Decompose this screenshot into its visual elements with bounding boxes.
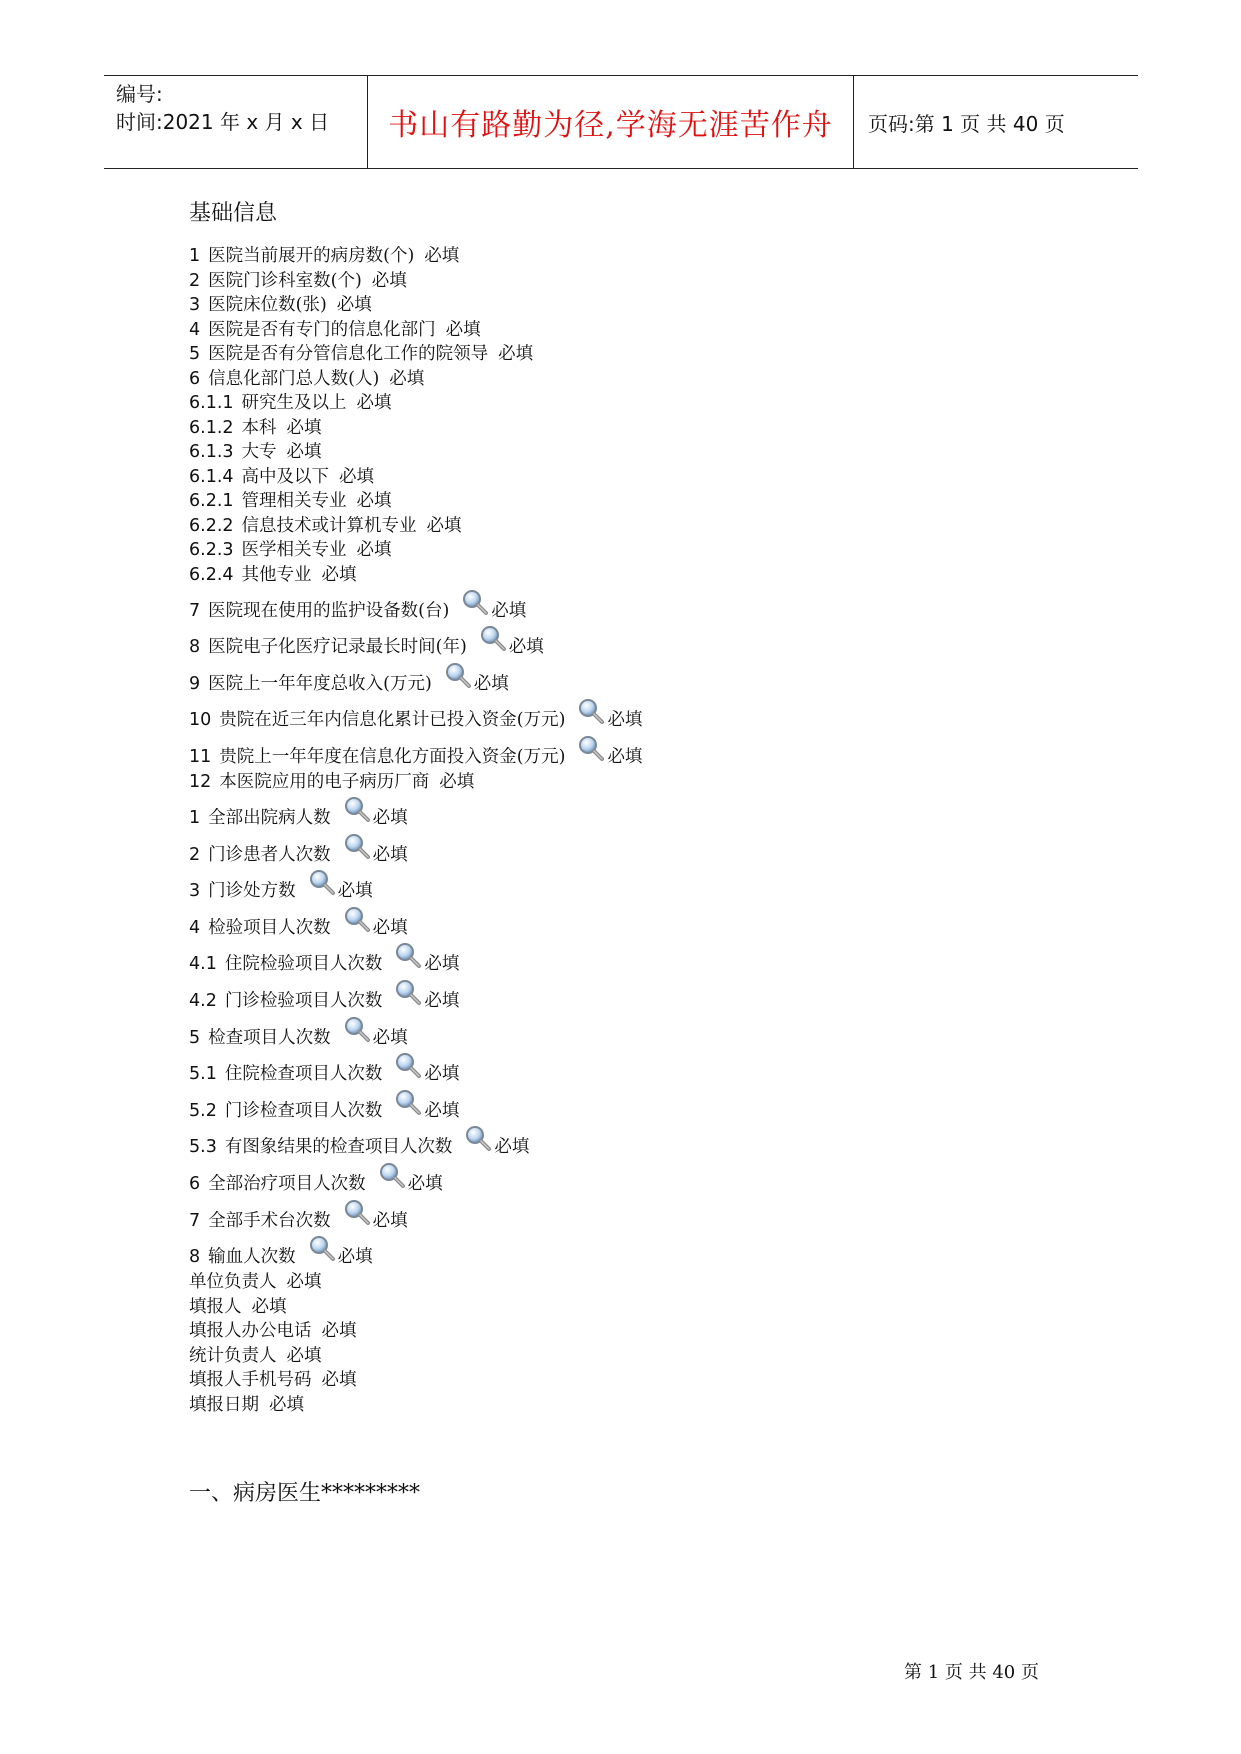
field-number: 8 xyxy=(189,637,201,658)
field-number: 6.2.1 xyxy=(189,491,234,511)
field-label: 贵院上一年年度在信息化方面投入资金(万元) xyxy=(219,746,566,767)
field-label: 医院是否有专门的信息化部门 xyxy=(208,319,436,340)
magnifier-icon[interactable] xyxy=(343,795,371,823)
field-row xyxy=(189,318,642,343)
field-label: 门诊患者人次数 xyxy=(208,844,331,865)
header-meta-cell xyxy=(104,76,368,168)
required-mark: 必填 xyxy=(372,808,408,829)
magnifier-icon[interactable] xyxy=(308,868,336,896)
field-number: 6.2.3 xyxy=(189,540,234,560)
magnifier-icon[interactable] xyxy=(394,1088,422,1116)
required-mark: 必填 xyxy=(321,1370,357,1391)
field-number: 2 xyxy=(189,844,201,865)
part-title: 一、病房医生********* xyxy=(189,1481,421,1506)
field-label: 贵院在近三年内信息化累计已投入资金(万元) xyxy=(219,710,566,731)
field-number: 6.2.2 xyxy=(189,515,234,536)
required-mark: 必填 xyxy=(372,1210,408,1231)
required-mark: 必填 xyxy=(336,295,372,315)
field-label: 医学相关专业 xyxy=(241,540,347,560)
required-mark: 必填 xyxy=(426,515,462,536)
field-row xyxy=(189,868,642,905)
field-row xyxy=(189,1295,642,1320)
magnifier-icon[interactable] xyxy=(378,1161,406,1189)
required-mark: 必填 xyxy=(321,564,357,585)
magnifier-icon[interactable] xyxy=(577,697,605,725)
field-row xyxy=(189,977,642,1014)
required-mark: 必填 xyxy=(424,991,460,1012)
required-mark: 必填 xyxy=(424,954,460,975)
field-row xyxy=(189,367,642,392)
field-label: 高中及以下 xyxy=(241,466,330,487)
field-row xyxy=(189,342,642,367)
field-label: 全部出院病人数 xyxy=(208,808,331,829)
required-mark: 必填 xyxy=(371,270,407,291)
required-mark: 必填 xyxy=(407,1174,443,1194)
required-mark: 必填 xyxy=(251,1296,287,1317)
field-row xyxy=(189,1197,642,1234)
header-page-cell xyxy=(854,76,1138,168)
field-row xyxy=(189,391,642,416)
field-label: 医院电子化医疗记录最长时间(年) xyxy=(208,637,467,658)
field-label: 检验项目人次数 xyxy=(208,917,331,938)
field-number: 7 xyxy=(189,600,201,621)
field-label: 填报日期 xyxy=(189,1394,259,1415)
field-row xyxy=(189,416,642,441)
field-row xyxy=(189,697,642,734)
field-label: 住院检查项目人次数 xyxy=(224,1064,383,1085)
number-label: 编号: xyxy=(116,82,163,106)
magnifier-icon[interactable] xyxy=(394,1051,422,1079)
field-number: 6 xyxy=(189,1174,201,1194)
field-number: 4.2 xyxy=(189,991,217,1012)
required-mark: 必填 xyxy=(424,246,460,266)
page-header xyxy=(104,75,1138,169)
magnifier-icon[interactable] xyxy=(343,1015,371,1043)
field-row xyxy=(189,831,642,868)
field-label: 医院当前展开的病房数(个) xyxy=(208,246,415,266)
field-row xyxy=(189,489,642,514)
field-label: 医院门诊科室数(个) xyxy=(208,270,362,291)
field-label: 全部手术台次数 xyxy=(208,1210,331,1231)
field-label: 门诊检查项目人次数 xyxy=(224,1100,383,1121)
required-mark: 必填 xyxy=(424,1064,460,1085)
field-row xyxy=(189,538,642,563)
magnifier-icon[interactable] xyxy=(343,905,371,933)
required-mark: 必填 xyxy=(372,844,408,865)
required-mark: 必填 xyxy=(356,540,392,560)
time-label: 时间:2021 年 x 月 x 日 xyxy=(116,110,330,134)
field-number: 5 xyxy=(189,1027,201,1048)
required-mark: 必填 xyxy=(269,1394,304,1415)
magnifier-icon[interactable] xyxy=(394,978,422,1006)
field-row xyxy=(189,514,642,539)
header-motto-cell xyxy=(368,76,854,168)
field-number: 1 xyxy=(189,246,201,266)
field-row xyxy=(189,941,642,978)
field-number: 6 xyxy=(189,368,201,389)
field-number: 6.1.2 xyxy=(189,417,234,438)
field-number: 7 xyxy=(189,1210,201,1231)
field-label: 填报人手机号码 xyxy=(189,1370,312,1391)
field-row xyxy=(189,660,642,697)
magnifier-icon[interactable] xyxy=(461,588,489,616)
magnifier-icon[interactable] xyxy=(479,624,507,652)
field-row xyxy=(189,1160,642,1197)
field-number: 12 xyxy=(189,771,212,792)
field-row xyxy=(189,624,642,661)
field-number: 6.1.4 xyxy=(189,466,234,487)
field-number: 1 xyxy=(189,808,201,829)
field-number: 6.1.3 xyxy=(189,442,234,462)
required-mark: 必填 xyxy=(473,673,509,694)
field-label: 信息化部门总人数(人) xyxy=(208,368,380,389)
field-number: 6.2.4 xyxy=(189,564,234,585)
field-label: 全部治疗项目人次数 xyxy=(208,1174,366,1194)
field-row xyxy=(189,1124,642,1161)
field-label: 统计负责人 xyxy=(189,1345,277,1366)
field-row xyxy=(189,1270,642,1295)
magnifier-icon[interactable] xyxy=(343,1198,371,1226)
field-label: 信息技术或计算机专业 xyxy=(241,515,417,536)
field-row xyxy=(189,1319,642,1344)
required-mark: 必填 xyxy=(445,319,481,340)
field-label: 本科 xyxy=(241,417,277,438)
field-row xyxy=(189,244,642,269)
field-label: 门诊处方数 xyxy=(208,881,296,902)
field-label: 本医院应用的电子病历厂商 xyxy=(219,771,430,792)
field-label: 有图象结果的检查项目人次数 xyxy=(224,1137,453,1158)
required-mark: 必填 xyxy=(356,393,392,413)
field-row xyxy=(189,465,642,490)
required-mark: 必填 xyxy=(607,710,643,731)
field-number: 3 xyxy=(189,881,201,902)
field-number: 4.1 xyxy=(189,954,217,975)
field-row xyxy=(189,904,642,941)
required-mark: 必填 xyxy=(337,1247,373,1268)
field-number: 5.2 xyxy=(189,1100,217,1121)
field-number: 11 xyxy=(189,746,212,767)
field-label: 其他专业 xyxy=(241,564,312,585)
field-label: 研究生及以上 xyxy=(241,393,347,413)
field-row xyxy=(189,794,642,831)
required-mark: 必填 xyxy=(321,1321,357,1342)
field-number: 4 xyxy=(189,319,201,340)
field-label: 医院床位数(张) xyxy=(208,295,327,315)
magnifier-icon[interactable] xyxy=(577,734,605,762)
field-number: 10 xyxy=(189,710,212,731)
required-mark: 必填 xyxy=(498,344,534,364)
field-number: 2 xyxy=(189,270,201,291)
required-mark: 必填 xyxy=(494,1137,530,1158)
field-label: 门诊检验项目人次数 xyxy=(224,991,383,1012)
field-row xyxy=(189,1087,642,1124)
field-label: 检查项目人次数 xyxy=(208,1027,331,1048)
required-mark: 必填 xyxy=(339,466,375,487)
required-mark: 必填 xyxy=(439,771,475,792)
field-row xyxy=(189,1051,642,1088)
field-row xyxy=(189,1344,642,1369)
required-mark: 必填 xyxy=(491,600,527,621)
field-label: 医院上一年年度总收入(万元) xyxy=(208,673,432,694)
required-mark: 必填 xyxy=(286,1272,322,1293)
field-label: 医院是否有分管信息化工作的院领导 xyxy=(208,344,489,364)
section-title: 基础信息 xyxy=(189,201,278,226)
field-row xyxy=(189,1014,642,1051)
required-mark: 必填 xyxy=(607,746,643,767)
page-footer: 第 1 页 共 40 页 xyxy=(904,1662,1039,1683)
field-row xyxy=(189,1234,642,1271)
field-list xyxy=(189,244,642,1417)
required-mark: 必填 xyxy=(389,368,425,389)
field-label: 管理相关专业 xyxy=(241,491,347,511)
required-mark: 必填 xyxy=(356,491,392,511)
required-mark: 必填 xyxy=(286,442,322,462)
field-row xyxy=(189,1393,642,1418)
field-row xyxy=(189,587,642,624)
magnifier-icon[interactable] xyxy=(394,941,422,969)
field-label: 住院检验项目人次数 xyxy=(224,954,383,975)
field-number: 5.3 xyxy=(189,1137,217,1158)
field-label: 大专 xyxy=(241,442,277,462)
required-mark: 必填 xyxy=(508,637,544,658)
field-number: 5.1 xyxy=(189,1064,217,1085)
field-number: 9 xyxy=(189,673,201,694)
field-row xyxy=(189,440,642,465)
field-row xyxy=(189,770,642,795)
field-number: 8 xyxy=(189,1247,201,1268)
field-row xyxy=(189,269,642,294)
field-label: 输血人次数 xyxy=(208,1247,296,1268)
field-row xyxy=(189,1368,642,1393)
field-label: 医院现在使用的监护设备数(台) xyxy=(208,600,450,621)
motto: 书山有路勤为径,学海无涯苦作舟 xyxy=(388,108,833,143)
magnifier-icon[interactable] xyxy=(464,1124,492,1152)
required-mark: 必填 xyxy=(337,881,373,902)
magnifier-icon[interactable] xyxy=(444,661,472,689)
magnifier-icon[interactable] xyxy=(343,832,371,860)
required-mark: 必填 xyxy=(424,1100,460,1121)
field-label: 填报人办公电话 xyxy=(189,1321,312,1342)
field-number: 3 xyxy=(189,295,201,315)
field-number: 4 xyxy=(189,917,201,938)
field-number: 5 xyxy=(189,344,201,364)
field-row xyxy=(189,733,642,770)
field-row xyxy=(189,293,642,318)
field-number: 6.1.1 xyxy=(189,393,234,413)
required-mark: 必填 xyxy=(372,917,408,938)
required-mark: 必填 xyxy=(286,1345,322,1366)
field-row xyxy=(189,563,642,588)
required-mark: 必填 xyxy=(286,417,322,438)
field-label: 填报人 xyxy=(189,1296,242,1317)
required-mark: 必填 xyxy=(372,1027,408,1048)
magnifier-icon[interactable] xyxy=(308,1234,336,1262)
field-label: 单位负责人 xyxy=(189,1272,277,1293)
page-info: 页码:第 1 页 共 40 页 xyxy=(868,111,1065,136)
